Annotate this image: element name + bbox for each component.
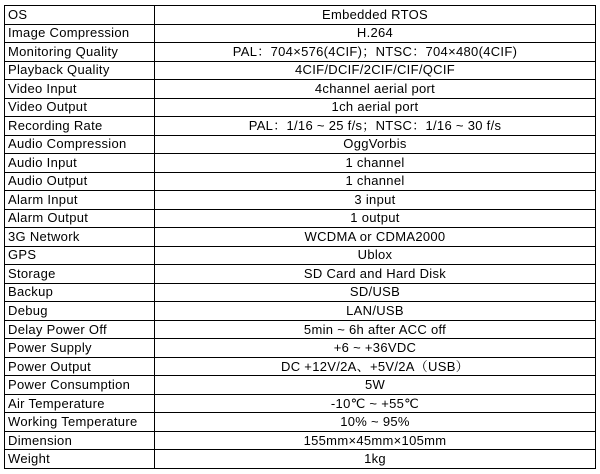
table-row: [5, 209, 596, 228]
value-cell: 1ch aerial port: [155, 98, 596, 117]
table-row: [5, 154, 596, 173]
value-cell: 4channel aerial port: [155, 80, 596, 99]
table-row: [5, 228, 596, 247]
table-row: [5, 117, 596, 136]
param-cell: 3G Network: [5, 228, 155, 247]
param-cell: Weight: [5, 450, 155, 469]
param-cell: GPS: [5, 246, 155, 265]
param-cell: Playback Quality: [5, 61, 155, 80]
param-cell: OS: [5, 6, 155, 25]
value-cell: 10% ~ 95%: [155, 413, 596, 432]
param-cell: Storage: [5, 265, 155, 284]
param-cell: Audio Input: [5, 154, 155, 173]
param-cell: Dimension: [5, 431, 155, 450]
param-cell: Monitoring Quality: [5, 43, 155, 62]
value-cell: 1kg: [155, 450, 596, 469]
spec-table: [4, 5, 596, 469]
value-cell: DC +12V/2A、+5V/2A（USB）: [155, 357, 596, 376]
value-cell: H.264: [155, 24, 596, 43]
param-cell: Backup: [5, 283, 155, 302]
param-cell: Alarm Input: [5, 191, 155, 210]
param-cell: Power Output: [5, 357, 155, 376]
table-row: [5, 61, 596, 80]
param-cell: Air Temperature: [5, 394, 155, 413]
table-row: [5, 6, 596, 25]
value-cell: Embedded RTOS: [155, 6, 596, 25]
param-cell: Power Supply: [5, 339, 155, 358]
table-row: [5, 394, 596, 413]
value-cell: SD/USB: [155, 283, 596, 302]
value-cell: 1 output: [155, 209, 596, 228]
table-row: [5, 376, 596, 395]
param-cell: Image Compression: [5, 24, 155, 43]
value-cell: SD Card and Hard Disk: [155, 265, 596, 284]
param-cell: Alarm Output: [5, 209, 155, 228]
table-row: [5, 320, 596, 339]
value-cell: 1 channel: [155, 172, 596, 191]
param-cell: Debug: [5, 302, 155, 321]
value-cell: 3 input: [155, 191, 596, 210]
param-cell: Audio Compression: [5, 135, 155, 154]
table-row: [5, 24, 596, 43]
table-row: [5, 413, 596, 432]
table-row: [5, 172, 596, 191]
param-cell: Delay Power Off: [5, 320, 155, 339]
value-cell: Ublox: [155, 246, 596, 265]
table-row: [5, 357, 596, 376]
table-row: [5, 80, 596, 99]
value-cell: OggVorbis: [155, 135, 596, 154]
spec-table-body: [5, 6, 596, 469]
table-row: [5, 283, 596, 302]
param-cell: Video Input: [5, 80, 155, 99]
param-cell: Working Temperature: [5, 413, 155, 432]
value-cell: -10℃ ~ +55℃: [155, 394, 596, 413]
param-cell: Recording Rate: [5, 117, 155, 136]
param-cell: Power Consumption: [5, 376, 155, 395]
value-cell: PAL：1/16 ~ 25 f/s；NTSC：1/16 ~ 30 f/s: [155, 117, 596, 136]
table-row: [5, 191, 596, 210]
table-row: [5, 246, 596, 265]
param-cell: Audio Output: [5, 172, 155, 191]
value-cell: 5min ~ 6h after ACC off: [155, 320, 596, 339]
table-row: [5, 43, 596, 62]
table-row: [5, 135, 596, 154]
table-row: [5, 98, 596, 117]
value-cell: 1 channel: [155, 154, 596, 173]
value-cell: 155mm×45mm×105mm: [155, 431, 596, 450]
table-row: [5, 431, 596, 450]
table-row: [5, 339, 596, 358]
value-cell: LAN/USB: [155, 302, 596, 321]
table-row: [5, 265, 596, 284]
table-row: [5, 450, 596, 469]
table-row: [5, 302, 596, 321]
value-cell: +6 ~ +36VDC: [155, 339, 596, 358]
value-cell: PAL：704×576(4CIF)；NTSC：704×480(4CIF): [155, 43, 596, 62]
value-cell: 5W: [155, 376, 596, 395]
value-cell: WCDMA or CDMA2000: [155, 228, 596, 247]
param-cell: Video Output: [5, 98, 155, 117]
value-cell: 4CIF/DCIF/2CIF/CIF/QCIF: [155, 61, 596, 80]
